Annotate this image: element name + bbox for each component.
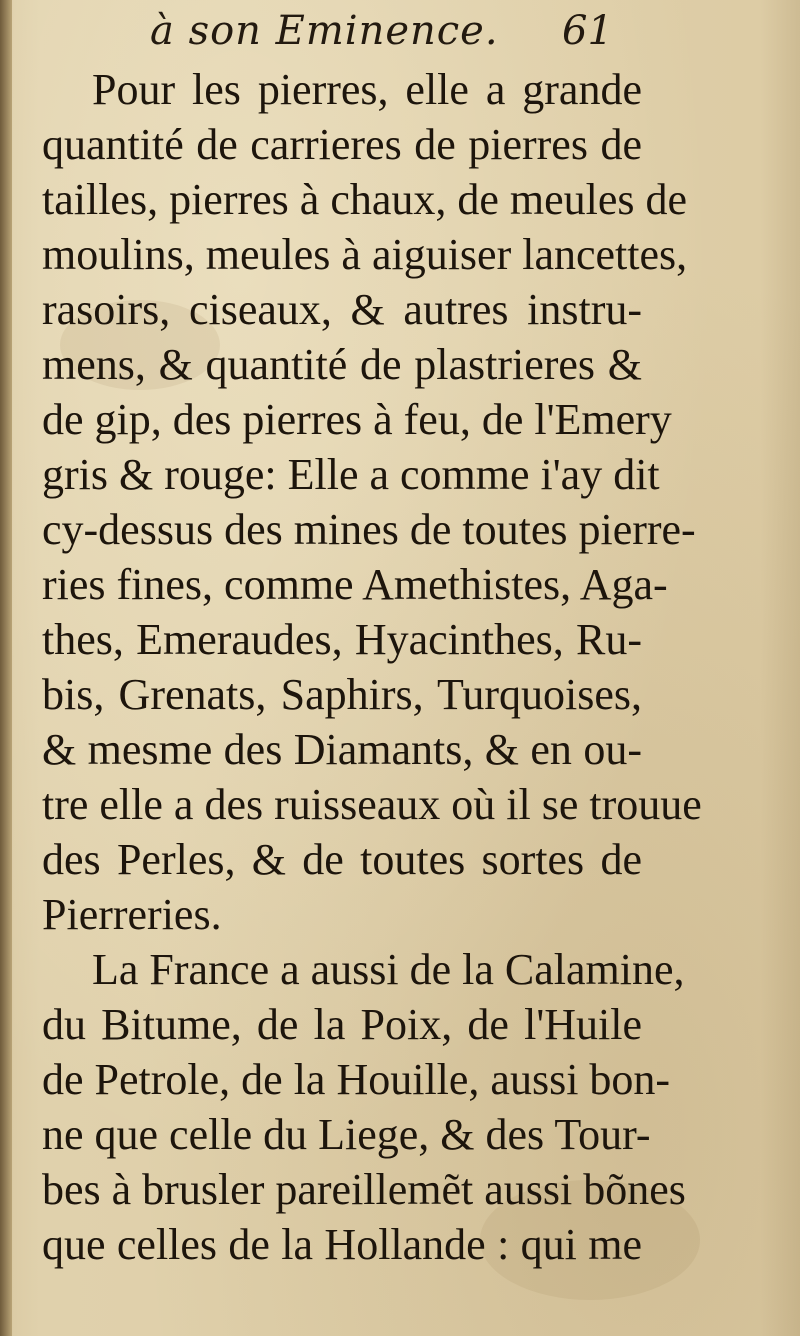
- text-line: & mesme des Diamants, & en ou-: [42, 725, 642, 774]
- text-line: cy-dessus des mines de toutes pierre-: [42, 505, 696, 554]
- body-text: [42, 62, 702, 1272]
- text-line: ne que celle du Liege, & des Tour-: [42, 1110, 651, 1159]
- text-line: bis, Grenats, Saphirs, Turquoises,: [42, 670, 642, 719]
- text-line: ries fines, comme Amethistes, Aga-: [42, 560, 668, 609]
- running-head: à son Eminence.: [150, 8, 499, 54]
- text-line: que celles de la Hollande : qui me: [42, 1220, 642, 1269]
- text-line: de Petrole, de la Houille, aussi bon-: [42, 1055, 671, 1104]
- text-line: rasoirs, ciseaux, & autres instru-: [42, 285, 642, 334]
- text-line: La France a aussi de la Calamine,: [92, 945, 685, 994]
- text-line: Pierreries.: [42, 890, 222, 939]
- text-line: de gip, des pierres à feu, de l'Emery: [42, 395, 672, 444]
- text-line: Pour les pierres, elle a grande: [92, 65, 642, 114]
- text-line: thes, Emeraudes, Hyacinthes, Ru-: [42, 615, 642, 664]
- page-header: [0, 4, 800, 62]
- text-line: des Perles, & de toutes sortes de: [42, 835, 642, 884]
- paragraph-minerals: [42, 942, 686, 1272]
- text-line: bes à brusler pareillemẽt aussi bõnes: [42, 1165, 686, 1214]
- text-line: moulins, meules à aiguiser lancettes,: [42, 230, 688, 279]
- page-binding-edge: [0, 0, 12, 1336]
- text-line: du Bitume, de la Poix, de l'Huile: [42, 1000, 642, 1049]
- paragraph-stones: [42, 62, 702, 942]
- text-line: mens, & quantité de plastrieres &: [42, 340, 642, 389]
- text-line: quantité de carrieres de pierres de: [42, 120, 642, 169]
- text-line: gris & rouge: Elle a comme i'ay dit: [42, 450, 660, 499]
- page-number: 61: [562, 8, 613, 54]
- text-line: tre elle a des ruisseaux où il se trouue: [42, 780, 702, 829]
- text-line: tailles, pierres à chaux, de meules de: [42, 175, 688, 224]
